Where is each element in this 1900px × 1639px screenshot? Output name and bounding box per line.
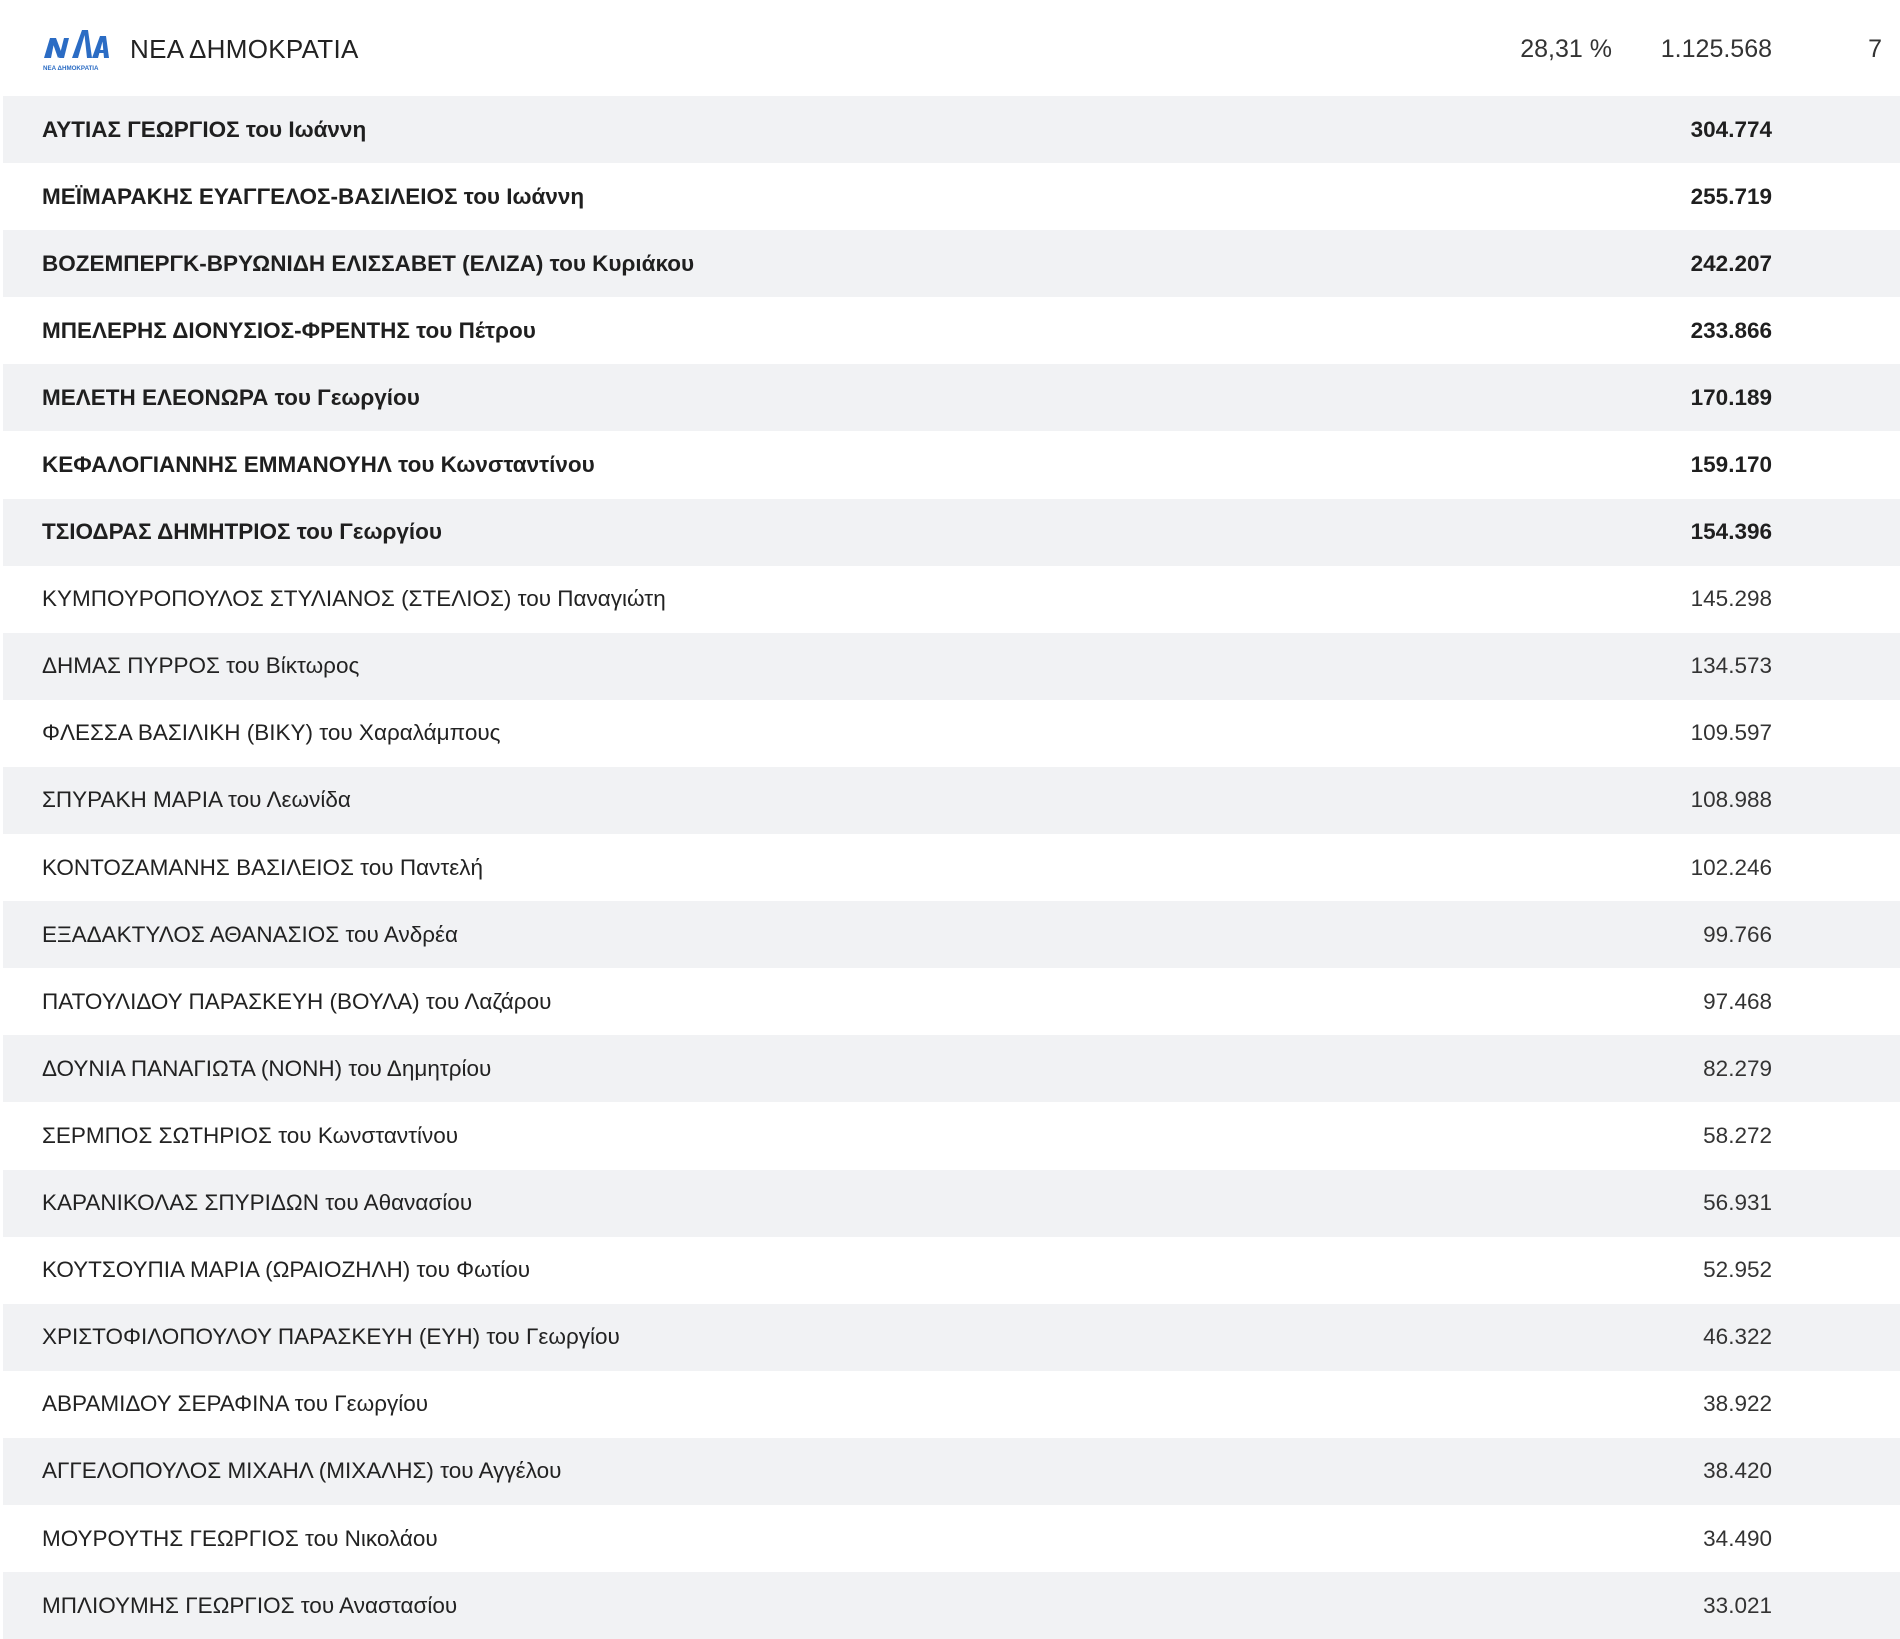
candidate-votes: 170.189 xyxy=(1690,384,1772,410)
candidate-name: ΜΕΪΜΑΡΑΚΗΣ ΕΥΑΓΓΕΛΟΣ-ΒΑΣΙΛΕΙΟΣ του Ιωάννη xyxy=(42,183,585,209)
candidate-row[interactable] xyxy=(3,968,1900,1035)
nd-logo-caption: NEA ΔΗΜΟΚΡΑΤΙΑ xyxy=(43,65,99,72)
candidate-name: ΚΥΜΠΟΥΡΟΠΟΥΛΟΣ ΣΤΥΛΙΑΝΟΣ (ΣΤΕΛΙΟΣ) του Παναγιώτη xyxy=(42,586,666,612)
candidate-row[interactable] xyxy=(3,163,1900,230)
candidate-name: ΜΠΛΙΟΥΜΗΣ ΓΕΩΡΓΙΟΣ του Αναστασίου xyxy=(42,1592,458,1618)
candidate-row[interactable] xyxy=(3,566,1900,633)
candidate-name: ΔΟΥΝΙΑ ΠΑΝΑΓΙΩΤΑ (ΝΟΝΗ) του Δημητρίου xyxy=(42,1055,492,1081)
candidate-votes: 38.922 xyxy=(1703,1391,1772,1417)
candidate-row[interactable] xyxy=(3,230,1900,297)
candidate-name: ΣΕΡΜΠΟΣ ΣΩΤΗΡΙΟΣ του Κωνσταντίνου xyxy=(42,1122,459,1148)
candidate-votes: 58.272 xyxy=(1703,1122,1772,1148)
candidate-name: ΜΟΥΡΟΥΤΗΣ ΓΕΩΡΓΙΟΣ του Νικολάου xyxy=(42,1525,438,1551)
party-name: ΝΕΑ ΔΗΜΟΚΡΑΤΙΑ xyxy=(130,34,359,64)
candidate-votes: 255.719 xyxy=(1690,183,1772,209)
nd-party-logo-icon xyxy=(42,26,110,74)
candidate-name: ΚΟΝΤΟΖΑΜΑΝΗΣ ΒΑΣΙΛΕΙΟΣ του Παντελή xyxy=(42,854,484,880)
candidate-votes: 97.468 xyxy=(1703,988,1772,1014)
candidate-name: ΒΟΖΕΜΠΕΡΓΚ-ΒΡΥΩΝΙΔΗ ΕΛΙΣΣΑΒΕΤ (ΕΛΙΖΑ) του Κυριάκου xyxy=(42,250,695,276)
candidate-row[interactable] xyxy=(3,1035,1900,1102)
candidate-name: ΠΑΤΟΥΛΙΔΟΥ ΠΑΡΑΣΚΕΥΗ (ΒΟΥΛΑ) του Λαζάρου xyxy=(42,988,552,1014)
candidate-votes: 145.298 xyxy=(1690,586,1772,612)
candidate-row[interactable] xyxy=(3,1304,1900,1371)
candidate-row[interactable] xyxy=(3,767,1900,834)
candidate-row[interactable] xyxy=(3,834,1900,901)
candidate-votes: 56.931 xyxy=(1703,1190,1772,1216)
candidate-votes: 154.396 xyxy=(1690,519,1772,545)
party-header-row[interactable] xyxy=(0,0,1900,96)
candidate-name: ΚΑΡΑΝΙΚΟΛΑΣ ΣΠΥΡΙΔΩΝ του Αθανασίου xyxy=(42,1190,473,1216)
candidate-name: ΧΡΙΣΤΟΦΙΛΟΠΟΥΛΟΥ ΠΑΡΑΣΚΕΥΗ (ΕΥΗ) του Γεωργίου xyxy=(42,1324,620,1350)
party-vote-count: 1.125.568 xyxy=(1660,35,1772,63)
candidate-votes: 52.952 xyxy=(1703,1257,1772,1283)
candidate-name: ΣΠΥΡΑΚΗ ΜΑΡΙΑ του Λεωνίδα xyxy=(42,787,351,813)
candidate-row[interactable] xyxy=(3,96,1900,163)
candidate-row[interactable] xyxy=(3,297,1900,364)
candidate-name: ΑΥΤΙΑΣ ΓΕΩΡΓΙΟΣ του Ιωάννη xyxy=(42,116,367,142)
candidate-row[interactable] xyxy=(3,1438,1900,1505)
candidate-name: ΑΓΓΕΛΟΠΟΥΛΟΣ ΜΙΧΑΗΛ (ΜΙΧΑΛΗΣ) του Αγγέλου xyxy=(42,1458,562,1484)
candidate-row[interactable] xyxy=(3,499,1900,566)
candidate-name: ΤΣΙΟΔΡΑΣ ΔΗΜΗΤΡΙΟΣ του Γεωργίου xyxy=(42,519,442,545)
candidate-row[interactable] xyxy=(3,1572,1900,1639)
candidate-name: ΜΠΕΛΕΡΗΣ ΔΙΟΝΥΣΙΟΣ-ΦΡΕΝΤΗΣ του Πέτρου xyxy=(42,317,536,343)
candidate-row[interactable] xyxy=(3,633,1900,700)
candidate-row[interactable] xyxy=(3,364,1900,431)
candidate-name: ΜΕΛΕΤΗ ΕΛΕΟΝΩΡΑ του Γεωργίου xyxy=(42,384,420,410)
candidate-list xyxy=(0,96,1900,1639)
candidate-votes: 82.279 xyxy=(1703,1055,1772,1081)
candidate-votes: 38.420 xyxy=(1703,1458,1772,1484)
candidate-row[interactable] xyxy=(3,1237,1900,1304)
candidate-votes: 102.246 xyxy=(1690,854,1772,880)
candidate-name: ΑΒΡΑΜΙΔΟΥ ΣΕΡΑΦΙΝΑ του Γεωργίου xyxy=(42,1391,429,1417)
candidate-votes: 134.573 xyxy=(1690,653,1772,679)
candidate-name: ΕΞΑΔΑΚΤΥΛΟΣ ΑΘΑΝΑΣΙΟΣ του Ανδρέα xyxy=(42,921,459,947)
candidate-name: ΦΛΕΣΣΑ ΒΑΣΙΛΙΚΗ (ΒΙΚΥ) του Χαραλάμπους xyxy=(42,720,501,746)
candidate-row[interactable] xyxy=(3,1505,1900,1572)
candidate-row[interactable] xyxy=(3,901,1900,968)
candidate-votes: 99.766 xyxy=(1703,921,1772,947)
candidate-votes: 159.170 xyxy=(1690,452,1772,478)
candidate-votes: 304.774 xyxy=(1690,116,1772,142)
candidate-votes: 242.207 xyxy=(1690,250,1772,276)
candidate-votes: 233.866 xyxy=(1690,317,1772,343)
candidate-votes: 109.597 xyxy=(1690,720,1772,746)
candidate-name: ΔΗΜΑΣ ΠΥΡΡΟΣ του Βίκτωρος xyxy=(42,653,360,679)
candidate-name: ΚΟΥΤΣΟΥΠΙΑ ΜΑΡΙΑ (ΩΡΑΙΟΖΗΛΗ) του Φωτίου xyxy=(42,1257,531,1283)
candidate-votes: 34.490 xyxy=(1703,1525,1772,1551)
candidate-name: ΚΕΦΑΛΟΓΙΑΝΝΗΣ ΕΜΜΑΝΟΥΗΛ του Κωνσταντίνου xyxy=(42,452,595,478)
candidate-row[interactable] xyxy=(3,431,1900,498)
party-vote-percent: 28,31 % xyxy=(1520,35,1612,63)
candidate-row[interactable] xyxy=(3,700,1900,767)
candidate-row[interactable] xyxy=(3,1170,1900,1237)
candidate-row[interactable] xyxy=(3,1102,1900,1169)
candidate-votes: 33.021 xyxy=(1703,1592,1772,1618)
candidate-row[interactable] xyxy=(3,1371,1900,1438)
candidate-votes: 108.988 xyxy=(1690,787,1772,813)
candidate-votes: 46.322 xyxy=(1703,1324,1772,1350)
party-seats: 7 xyxy=(1868,35,1882,63)
